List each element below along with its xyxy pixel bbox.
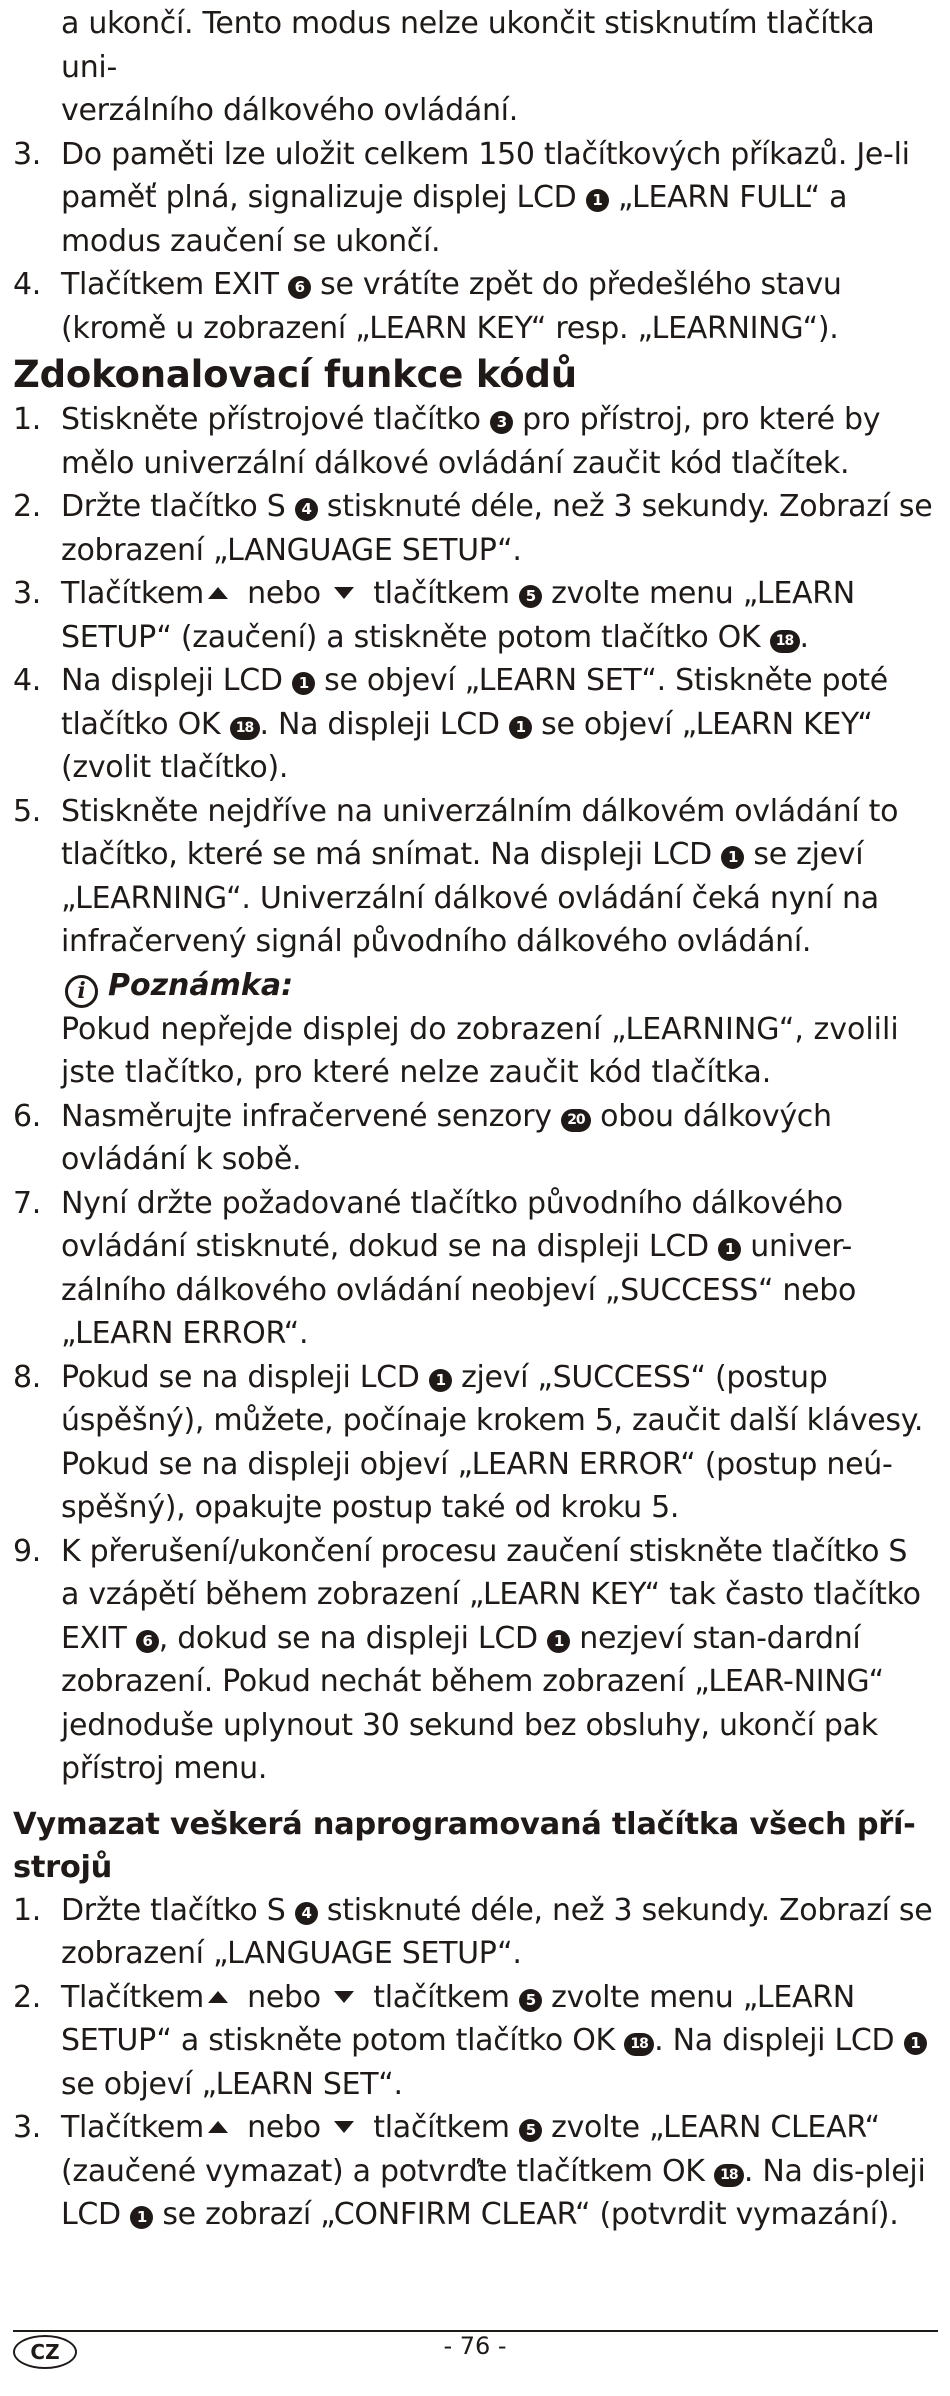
intro-line-1: a ukončí. Tento modus nelze ukončit stisknutím tlačítka uni- (61, 6, 875, 85)
list-item (13, 263, 933, 350)
text-run: „LEARN FULL“ a modus zaučení se ukončí. (61, 180, 848, 259)
callout-number-badge: 1 (292, 672, 315, 695)
list-code-improvement-steps-b (13, 1095, 933, 1791)
callout-number-badge: 1 (721, 846, 744, 869)
text-run: Držte tlačítko S (61, 1892, 295, 1928)
list-item-number: 3. (13, 576, 42, 611)
callout-number-badge: 4 (295, 1902, 318, 1925)
list-item-number: 7. (13, 1185, 42, 1221)
list-item-number: 1. (13, 1892, 42, 1928)
text-run: se objeví „LEARN SET“. (61, 2066, 403, 2102)
text-run: zvolte menu „LEARN SETUP“ a stiskněte potom tlačítko OK (61, 1979, 855, 2058)
list-delete-all-steps (13, 1889, 933, 2237)
list-item-number: 6. (13, 1098, 42, 1134)
text-run: , dokud se na displeji LCD (158, 1620, 548, 1656)
text-run: Tlačítkem (61, 2110, 204, 2145)
text-run: Nasměrujte infračervené senzory (61, 1098, 561, 1134)
text-run: univer-zálního dálkového ovládání neobjeví „SUCCESS“ nebo „LEARN ERROR“. (61, 1229, 857, 1351)
list-item (13, 485, 933, 572)
text-run: Na displeji LCD (61, 663, 292, 698)
list-item-number: 1. (13, 402, 42, 437)
arrow-up-icon (208, 587, 228, 599)
text-run: zvolte menu „LEARN SETUP“ (zaučení) a stiskněte potom tlačítko OK (61, 576, 855, 655)
callout-number-badge: 18 (230, 717, 260, 740)
text-run: tlačítkem (364, 576, 519, 611)
text-run: se objeví „LEARN SET“. Stiskněte poté tlačítko OK (61, 663, 888, 742)
callout-number-badge: 6 (288, 276, 311, 299)
arrow-up-icon (208, 2121, 228, 2133)
text-run: nebo (237, 1979, 331, 2015)
text-run: se vrátíte zpět do předešlého stavu (kromě u zobrazení „LEARN KEY“ resp. „LEARNING“). (61, 267, 842, 346)
list-item (13, 1356, 933, 1530)
arrow-down-icon (334, 587, 354, 599)
arrow-down-icon (334, 1991, 354, 2003)
text-run: pro přístroj, pro které by mělo univerzální dálkové ovládání zaučit kód tlačítek. (61, 402, 881, 481)
list-item (13, 1530, 933, 1791)
list-item-number: 4. (13, 663, 42, 698)
page-content (13, 2, 933, 2237)
text-run: . Na dis-pleji LCD (61, 2153, 926, 2232)
text-run: Tlačítkem (61, 1979, 204, 2015)
note-title: Poznámka: (108, 967, 294, 1003)
callout-number-badge: 1 (547, 1630, 570, 1653)
text-run: Pokud se na displeji LCD (61, 1359, 429, 1395)
text-run: tlačítkem (364, 2110, 519, 2145)
text-run: obou dálkových ovládání k sobě. (61, 1098, 832, 1177)
text-run: Držte tlačítko S (61, 489, 295, 524)
info-icon: i (65, 975, 98, 1008)
list-learn-continued (13, 133, 933, 351)
text-run: Nyní držte požadované tlačítko původního dálkového ovládání stisknuté, dokud se na displeji LCD (61, 1185, 843, 1264)
text-run: se zjeví „LEARNING“. Univerzální dálkové ovládání čeká nyní na infračervený signál původního dálkového ovládání. (61, 837, 879, 959)
text-run: nebo (237, 2110, 331, 2145)
language-badge: CZ (13, 2335, 77, 2369)
text-run: . (799, 619, 809, 655)
callout-number-badge: 1 (429, 1369, 452, 1392)
callout-number-badge: 6 (136, 1630, 159, 1653)
intro-paragraph (13, 2, 933, 133)
list-item (13, 572, 933, 659)
list-item-number: 5. (13, 793, 42, 829)
list-item (13, 133, 933, 264)
note-text: Pokud nepřejde displej do zobrazení „LEARNING“, zvolili jste tlačítko, pro které nelze zaučit kód tlačítka. (61, 1011, 899, 1090)
list-item (13, 1095, 933, 1182)
callout-number-badge: 1 (509, 716, 532, 739)
list-item (13, 1889, 933, 1976)
text-run: Do paměti lze uložit celkem 150 tlačítkových příkazů. Je-li paměť plná, signalizuje displej LCD (61, 136, 910, 215)
page-number: - 76 - (443, 2332, 507, 2360)
intro-line-2: verzálního dálkového ovládání. (61, 93, 518, 128)
callout-number-badge: 1 (130, 2206, 153, 2229)
callout-number-badge: 5 (519, 585, 542, 608)
text-run: nebo (237, 576, 331, 611)
list-code-improvement-steps-a (13, 398, 933, 964)
section-title-code-improvement: Zdokonalovací funkce kódů (13, 353, 577, 396)
list-item-number: 2. (13, 489, 42, 524)
arrow-down-icon (334, 2121, 354, 2133)
list-item (13, 659, 933, 790)
text-run: stisknuté déle, než 3 sekundy. Zobrazí se zobrazení „LANGUAGE SETUP“. (61, 1892, 933, 1971)
list-item (13, 790, 933, 964)
list-item (13, 2106, 933, 2237)
text-run: tlačítkem (364, 1979, 519, 2015)
text-run: se objeví „LEARN KEY“ (zvolit tlačítko). (61, 706, 873, 785)
list-item-number: 3. (13, 136, 42, 172)
callout-number-badge: 18 (770, 630, 800, 653)
list-item-number: 9. (13, 1533, 42, 1569)
text-run: Tlačítkem EXIT (61, 267, 288, 302)
text-run: K přerušení/ukončení procesu zaučení stiskněte tlačítko S a vzápětí během zobrazení „LEARN KEY“ tak často tlačítko EXIT (61, 1533, 921, 1656)
text-run: Stiskněte nejdříve na univerzálním dálkovém ovládání to tlačítko, které se má snímat. Na displeji LCD (61, 793, 899, 872)
callout-number-badge: 3 (490, 411, 513, 434)
note-block (13, 964, 933, 1095)
text-run: . Na displeji LCD (654, 2023, 904, 2058)
list-item-number: 2. (13, 1979, 42, 2015)
list-item (13, 398, 933, 485)
text-run: . Na displeji LCD (259, 706, 509, 742)
callout-number-badge: 1 (718, 1238, 741, 1261)
list-item (13, 1182, 933, 1356)
callout-number-badge: 20 (561, 1109, 591, 1132)
text-run: zvolte „LEARN CLEAR“ (zaučené vymazat) a potvrďte tlačítkem OK (61, 2110, 880, 2189)
callout-number-badge: 5 (519, 1989, 542, 2012)
section-title-delete-all: Vymazat veškerá naprogramovaná tlačítka všech pří-strojů (13, 1806, 916, 1885)
callout-number-badge: 18 (714, 2164, 744, 2187)
callout-number-badge: 5 (519, 2119, 542, 2142)
callout-number-badge: 18 (624, 2033, 654, 2056)
text-run: zjeví „SUCCESS“ (postup úspěšný), můžete, počínaje krokem 5, zaučit další klávesy. Pokud se na displeji objeví „LEARN ERROR“ (postup neú-spěšný), opakujte postup také od kroku 5. (61, 1359, 924, 1525)
text-run: stisknuté déle, než 3 sekundy. Zobrazí se zobrazení „LANGUAGE SETUP“. (61, 489, 933, 568)
arrow-up-icon (208, 1991, 228, 2003)
callout-number-badge: 4 (295, 498, 318, 521)
text-run: Tlačítkem (61, 576, 204, 611)
list-item-number: 3. (13, 2110, 42, 2145)
callout-number-badge: 1 (586, 189, 609, 212)
list-item (13, 1976, 933, 2107)
callout-number-badge: 1 (904, 2032, 927, 2055)
note-header (13, 964, 933, 1008)
list-item-number: 4. (13, 267, 42, 302)
text-run: nezjeví stan-dardní zobrazení. Pokud nechát během zobrazení „LEAR-NING“ jednoduše uplynout 30 sekund bez obsluhy, ukončí pak přístroj menu. (61, 1620, 884, 1786)
text-run: se zobrazí „CONFIRM CLEAR“ (potvrdit vymazání). (153, 2197, 899, 2232)
text-run: Stiskněte přístrojové tlačítko (61, 402, 490, 437)
list-item-number: 8. (13, 1359, 42, 1395)
